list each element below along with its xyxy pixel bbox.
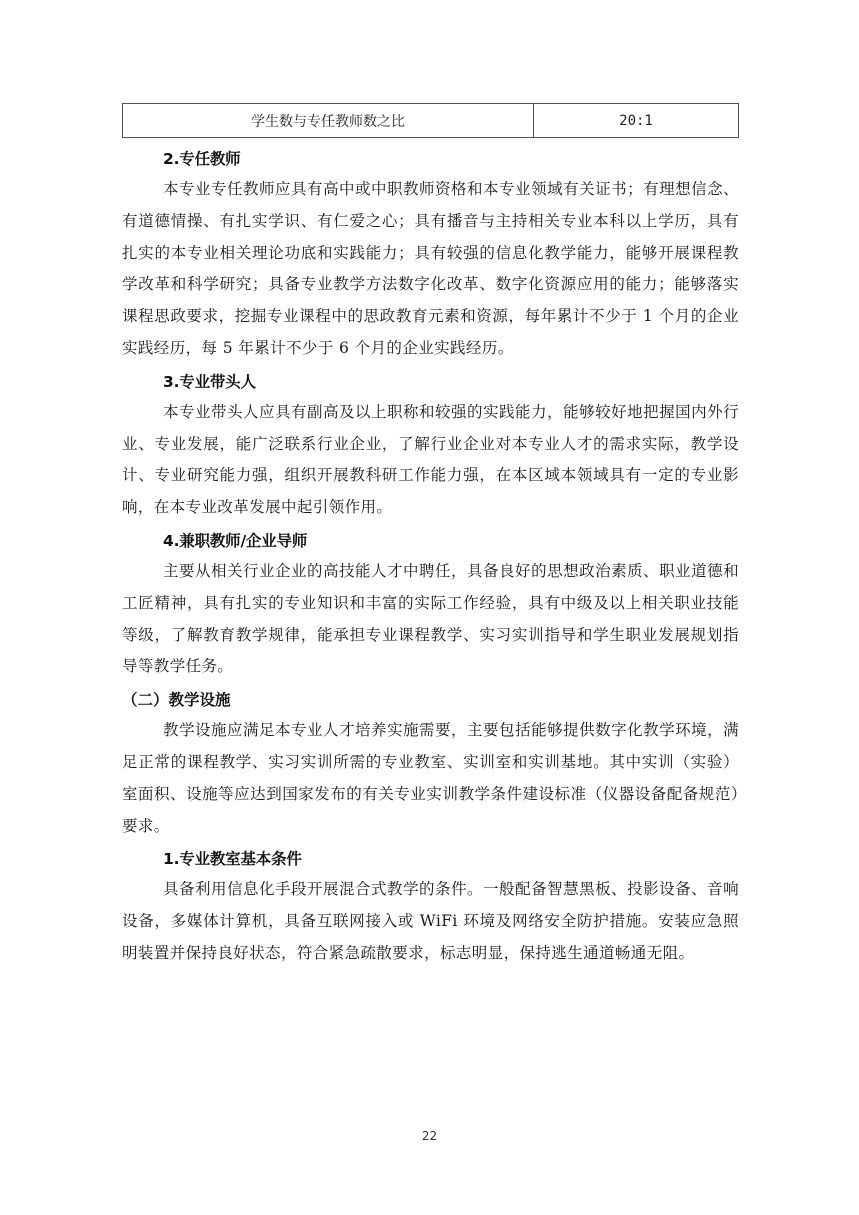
heading-classroom-conditions: 1.专业教室基本条件: [163, 850, 302, 869]
paragraph-part-time-teachers: 主要从相关行业企业的高技能人才中聘任，具备良好的思想政治素质、职业道德和工匠精神，具有扎实的专业知识和丰富的实际工作经验，具有中级及以上相关职业技能等级，了解教育教学规律，能承担专业课程教学、实习实训指导和学生职业发展规划指导等教学任务。: [122, 561, 739, 676]
paragraph-full-time-teachers: 本专业专任教师应具有高中或中职教师资格和本专业领域有关证书；有理想信念、有道德情操、有扎实学识、有仁爱之心；具有播音与主持相关专业本科以上学历，具有扎实的本专业相关理论功底和实践能力；具有较强的信息化教学能力，能够开展课程教学改革和科学研究；具备专业教学方法数字化改革、数字化资源应用的能力；能够落实课程思政要求，挖掘专业课程中的思政教育元素和资源，每年累计不少于 1 个月的企业实践经历，每 5 年累计不少于 6 个月的企业实践经历。: [122, 180, 739, 357]
page-number: 22: [421, 1129, 438, 1143]
heading-program-leader: 3.专业带头人: [163, 372, 256, 391]
heading-teaching-facilities: （二）教学设施: [122, 691, 231, 710]
paragraph-program-leader: 本专业带头人应具有副高及以上职称和较强的实践能力，能够较好地把握国内外行业、专业发展，能广泛联系行业企业，了解行业企业对本专业人才的需求实际，教学设计、专业研究能力强，组织开展教科研工作能力强，在本区域本领域具有一定的专业影响，在本专业改革发展中起引领作用。: [122, 402, 739, 517]
table-row: [123, 104, 739, 138]
document-body: [122, 142, 739, 970]
heading-part-time-teachers: 4.兼职教师/企业导师: [163, 531, 308, 550]
ratio-value-cell: 20:1: [534, 104, 739, 138]
paragraph-classroom-conditions: 具备利用信息化手段开展混合式教学的条件。一般配备智慧黑板、投影设备、音响设备，多媒体计算机，具备互联网接入或 WiFi 环境及网络安全防护措施。安装应急照明装置并保持良好状态，符合紧急疏散要求，标志明显，保持逃生通道畅通无阻。: [122, 880, 739, 962]
ratio-label-cell: 学生数与专任教师数之比: [123, 104, 534, 138]
paragraph-teaching-facilities: 教学设施应满足本专业人才培养实施需要，主要包括能够提供数字化教学环境，满足正常的课程教学、实习实训所需的专业教室、实训室和实训基地。其中实训（实验）室面积、设施等应达到国家发布的有关专业实训教学条件建设标准（仪器设备配备规范）要求。: [122, 721, 739, 835]
ratio-table: [122, 103, 739, 138]
heading-full-time-teachers: 2.专任教师: [163, 150, 241, 168]
